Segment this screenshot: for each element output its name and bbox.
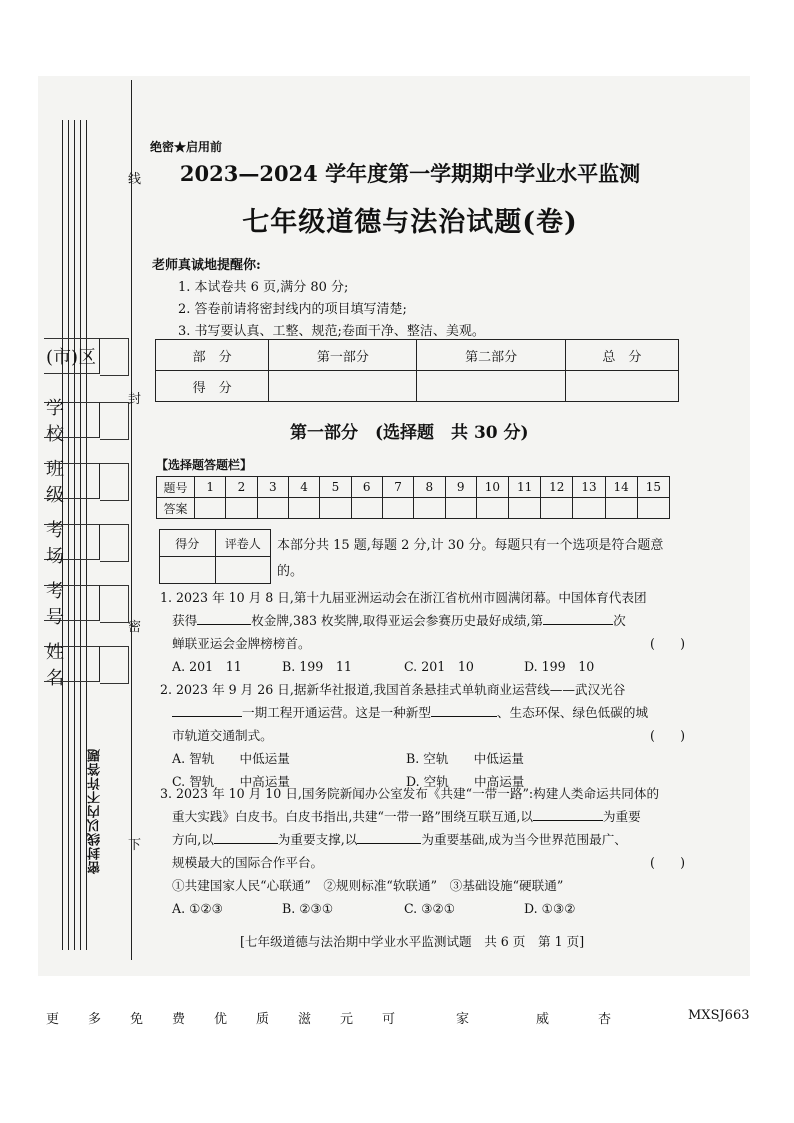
field-name-box[interactable] — [100, 646, 129, 684]
answer-blank — [214, 831, 278, 844]
field-exam-no-box[interactable] — [100, 585, 129, 623]
question-text: 方向,以 — [172, 832, 214, 847]
answer-cell[interactable] — [541, 498, 573, 519]
field-school: 学 校 — [44, 402, 100, 438]
binding-mark: 封 — [128, 392, 142, 407]
question-number-cell: 8 — [414, 477, 445, 498]
grader-score-cell[interactable] — [160, 557, 216, 584]
answer-cell[interactable] — [226, 498, 257, 519]
question-number-cell: 14 — [605, 477, 637, 498]
binding-line — [131, 80, 132, 960]
answer-blank — [357, 831, 421, 844]
reminder-heading: 老师真诚地提醒你: — [152, 258, 261, 273]
answer-grid — [156, 476, 670, 519]
question-text: 1. 2023 年 10 月 8 日,第十九届亚洲运动会在浙江省杭州市圆满闭幕。中国体育代表团 — [160, 590, 647, 605]
reminder-item: 3. 书写要认真、工整、规范;卷面干净、整洁、美观。 — [178, 324, 485, 339]
question-number-cell: 1 — [195, 477, 226, 498]
field-class-box[interactable] — [100, 463, 129, 501]
option-d: D. 199 10 — [524, 659, 595, 674]
question-text: 为重要支撑,以 — [277, 832, 358, 847]
option-a: A. 201 11 — [172, 659, 242, 674]
answer-cell[interactable] — [476, 498, 508, 519]
field-school-box[interactable] — [100, 402, 129, 440]
answer-cell[interactable] — [320, 498, 351, 519]
watermark-char: 杏 — [598, 1012, 612, 1027]
question-number-cell: 6 — [351, 477, 382, 498]
answer-cell[interactable] — [351, 498, 382, 519]
answer-grid-label: 【选择题答题栏】 — [156, 458, 253, 472]
secret-label: 绝密★启用前 — [150, 140, 223, 154]
score-header-cell: 第二部分 — [417, 340, 565, 371]
answer-paren: ( ) — [649, 728, 685, 743]
option-c: C. ③②① — [404, 901, 456, 916]
answer-cell[interactable] — [509, 498, 541, 519]
question-text: 规模最大的国际合作平台。 — [172, 855, 324, 870]
watermark-char: 优 — [214, 1012, 228, 1027]
grader-name-cell[interactable] — [215, 557, 271, 584]
reminder-item: 2. 答卷前请将密封线内的项目填写清楚; — [178, 302, 407, 317]
watermark-char: 免 — [130, 1012, 144, 1027]
watermark-char: 费 — [172, 1012, 186, 1027]
answer-blank — [431, 704, 497, 717]
question-text: 获得 — [172, 613, 198, 628]
question-text: 、生态环保、绿色低碳的城 — [496, 705, 649, 720]
binding-mark: 密 — [128, 620, 142, 635]
answer-blank — [197, 612, 251, 625]
question-items: ①共建国家人民“心联通” ②规则标准“软联通” ③基础设施“硬联通” — [172, 878, 564, 893]
question-number-cell: 9 — [445, 477, 476, 498]
grader-name-label: 评卷人 — [215, 530, 271, 557]
question-text: 次 — [613, 613, 626, 628]
question-number-cell: 4 — [288, 477, 319, 498]
question-text: 为重要基础,成为当今世界范围最广、 — [421, 832, 627, 847]
answer-cell[interactable] — [257, 498, 288, 519]
answer-paren: ( ) — [649, 855, 685, 870]
question-2 — [160, 678, 685, 793]
watermark-char: 威 — [536, 1012, 550, 1027]
answer-cell[interactable] — [195, 498, 226, 519]
exam-title: 2023—2024 学年度第一学期期中学业水平监测 — [179, 161, 641, 186]
question-number-cell: 3 — [257, 477, 288, 498]
score-table — [155, 339, 679, 402]
question-number-cell: 5 — [320, 477, 351, 498]
option-d: D. ①③② — [524, 901, 576, 916]
question-text: 蝉联亚运会金牌榜榜首。 — [172, 636, 311, 651]
reminder-item: 1. 本试卷共 6 页,满分 80 分; — [178, 280, 349, 295]
question-number-cell: 10 — [476, 477, 508, 498]
field-room: 考 场 — [44, 524, 100, 560]
field-exam-no: 考 号 — [44, 585, 100, 621]
binding-mark: 线 — [128, 172, 142, 187]
answer-cell[interactable] — [414, 498, 445, 519]
field-district-box[interactable] — [100, 338, 129, 376]
answer-blank — [543, 612, 613, 625]
question-text: 一期工程开通运营。这是一种新型 — [242, 705, 431, 720]
score-cell[interactable] — [565, 371, 678, 402]
score-header-cell: 部 分 — [156, 340, 269, 371]
answer-cell[interactable] — [288, 498, 319, 519]
question-text: 3. 2023 年 10 月 10 日,国务院新闻办公室发布《共建“一带一路”:构建人类命运共同体的 — [160, 786, 660, 801]
answer-cell[interactable] — [605, 498, 637, 519]
question-number-cell: 2 — [226, 477, 257, 498]
option-b: B. ②③① — [282, 901, 334, 916]
field-room-box[interactable] — [100, 524, 129, 562]
field-district: (市)区 — [44, 338, 100, 374]
watermark-char: 元 — [340, 1012, 354, 1027]
option-a: A. 智轨 中低运量 — [172, 751, 290, 766]
answer-grid-header: 题号 — [157, 477, 195, 498]
option-d: D. 空轨 中高运量 — [406, 774, 525, 789]
watermark-char: 滋 — [298, 1012, 312, 1027]
question-number-cell: 7 — [382, 477, 413, 498]
question-number-cell: 15 — [637, 477, 669, 498]
watermark-char: 更 — [46, 1012, 60, 1027]
score-row-label: 得 分 — [156, 371, 269, 402]
score-cell[interactable] — [269, 371, 417, 402]
question-text: 市轨道交通制式。 — [172, 728, 273, 743]
question-number-cell: 11 — [509, 477, 541, 498]
option-c: C. 智轨 中高运量 — [172, 774, 290, 789]
question-text: 重大实践》白皮书。白皮书指出,共建“一带一路”围绕互联互通,以 — [172, 809, 533, 824]
question-1 — [160, 586, 685, 678]
option-b: B. 空轨 中低运量 — [406, 751, 525, 766]
answer-paren: ( ) — [649, 636, 685, 651]
option-b: B. 199 11 — [282, 659, 352, 674]
part1-title: 第一部分 (选择题 共 30 分) — [290, 423, 529, 443]
grader-table — [159, 529, 271, 584]
question-text: 2. 2023 年 9 月 26 日,据新华社报道,我国首条悬挂式单轨商业运营线——武汉光谷 — [160, 682, 626, 697]
answer-grid-header: 答案 — [157, 498, 195, 519]
grader-score-label: 得分 — [160, 530, 216, 557]
score-header-cell: 总 分 — [565, 340, 678, 371]
page-footer: [七年级道德与法治期中学业水平监测试题 共 6 页 第 1 页] — [240, 934, 585, 949]
watermark-char: 多 — [88, 1012, 102, 1027]
answer-cell[interactable] — [573, 498, 605, 519]
watermark-char: 可 — [382, 1012, 396, 1027]
field-name: 姓 名 — [44, 646, 100, 682]
watermark-char: 质 — [256, 1012, 270, 1027]
answer-blank — [533, 808, 603, 821]
answer-blank — [172, 704, 242, 717]
option-c: C. 201 10 — [404, 659, 474, 674]
watermark-char: 家 — [456, 1012, 470, 1027]
answer-cell[interactable] — [445, 498, 476, 519]
question-text: 枚金牌,383 枚奖牌,取得亚运会参赛历史最好成绩,第 — [251, 613, 544, 628]
part1-intro: 本部分共 15 题,每题 2 分,计 30 分。每题只有一个选项是符合题意的。 — [277, 538, 664, 579]
binding-mark: 下 — [128, 838, 142, 853]
question-number-cell: 12 — [541, 477, 573, 498]
exam-subtitle: 七年级道德与法治试题(卷) — [242, 207, 578, 238]
answer-cell[interactable] — [382, 498, 413, 519]
answer-cell[interactable] — [637, 498, 669, 519]
binding-note: 密封线以内不许答题 — [88, 748, 103, 874]
question-number-cell: 13 — [573, 477, 605, 498]
score-header-cell: 第一部分 — [269, 340, 417, 371]
doc-code: MXSJ663 — [688, 1008, 750, 1023]
score-cell[interactable] — [417, 371, 565, 402]
field-class: 班 级 — [44, 463, 100, 499]
question-text: 为重要 — [602, 809, 641, 824]
option-a: A. ①②③ — [172, 901, 223, 916]
question-3 — [160, 782, 685, 920]
